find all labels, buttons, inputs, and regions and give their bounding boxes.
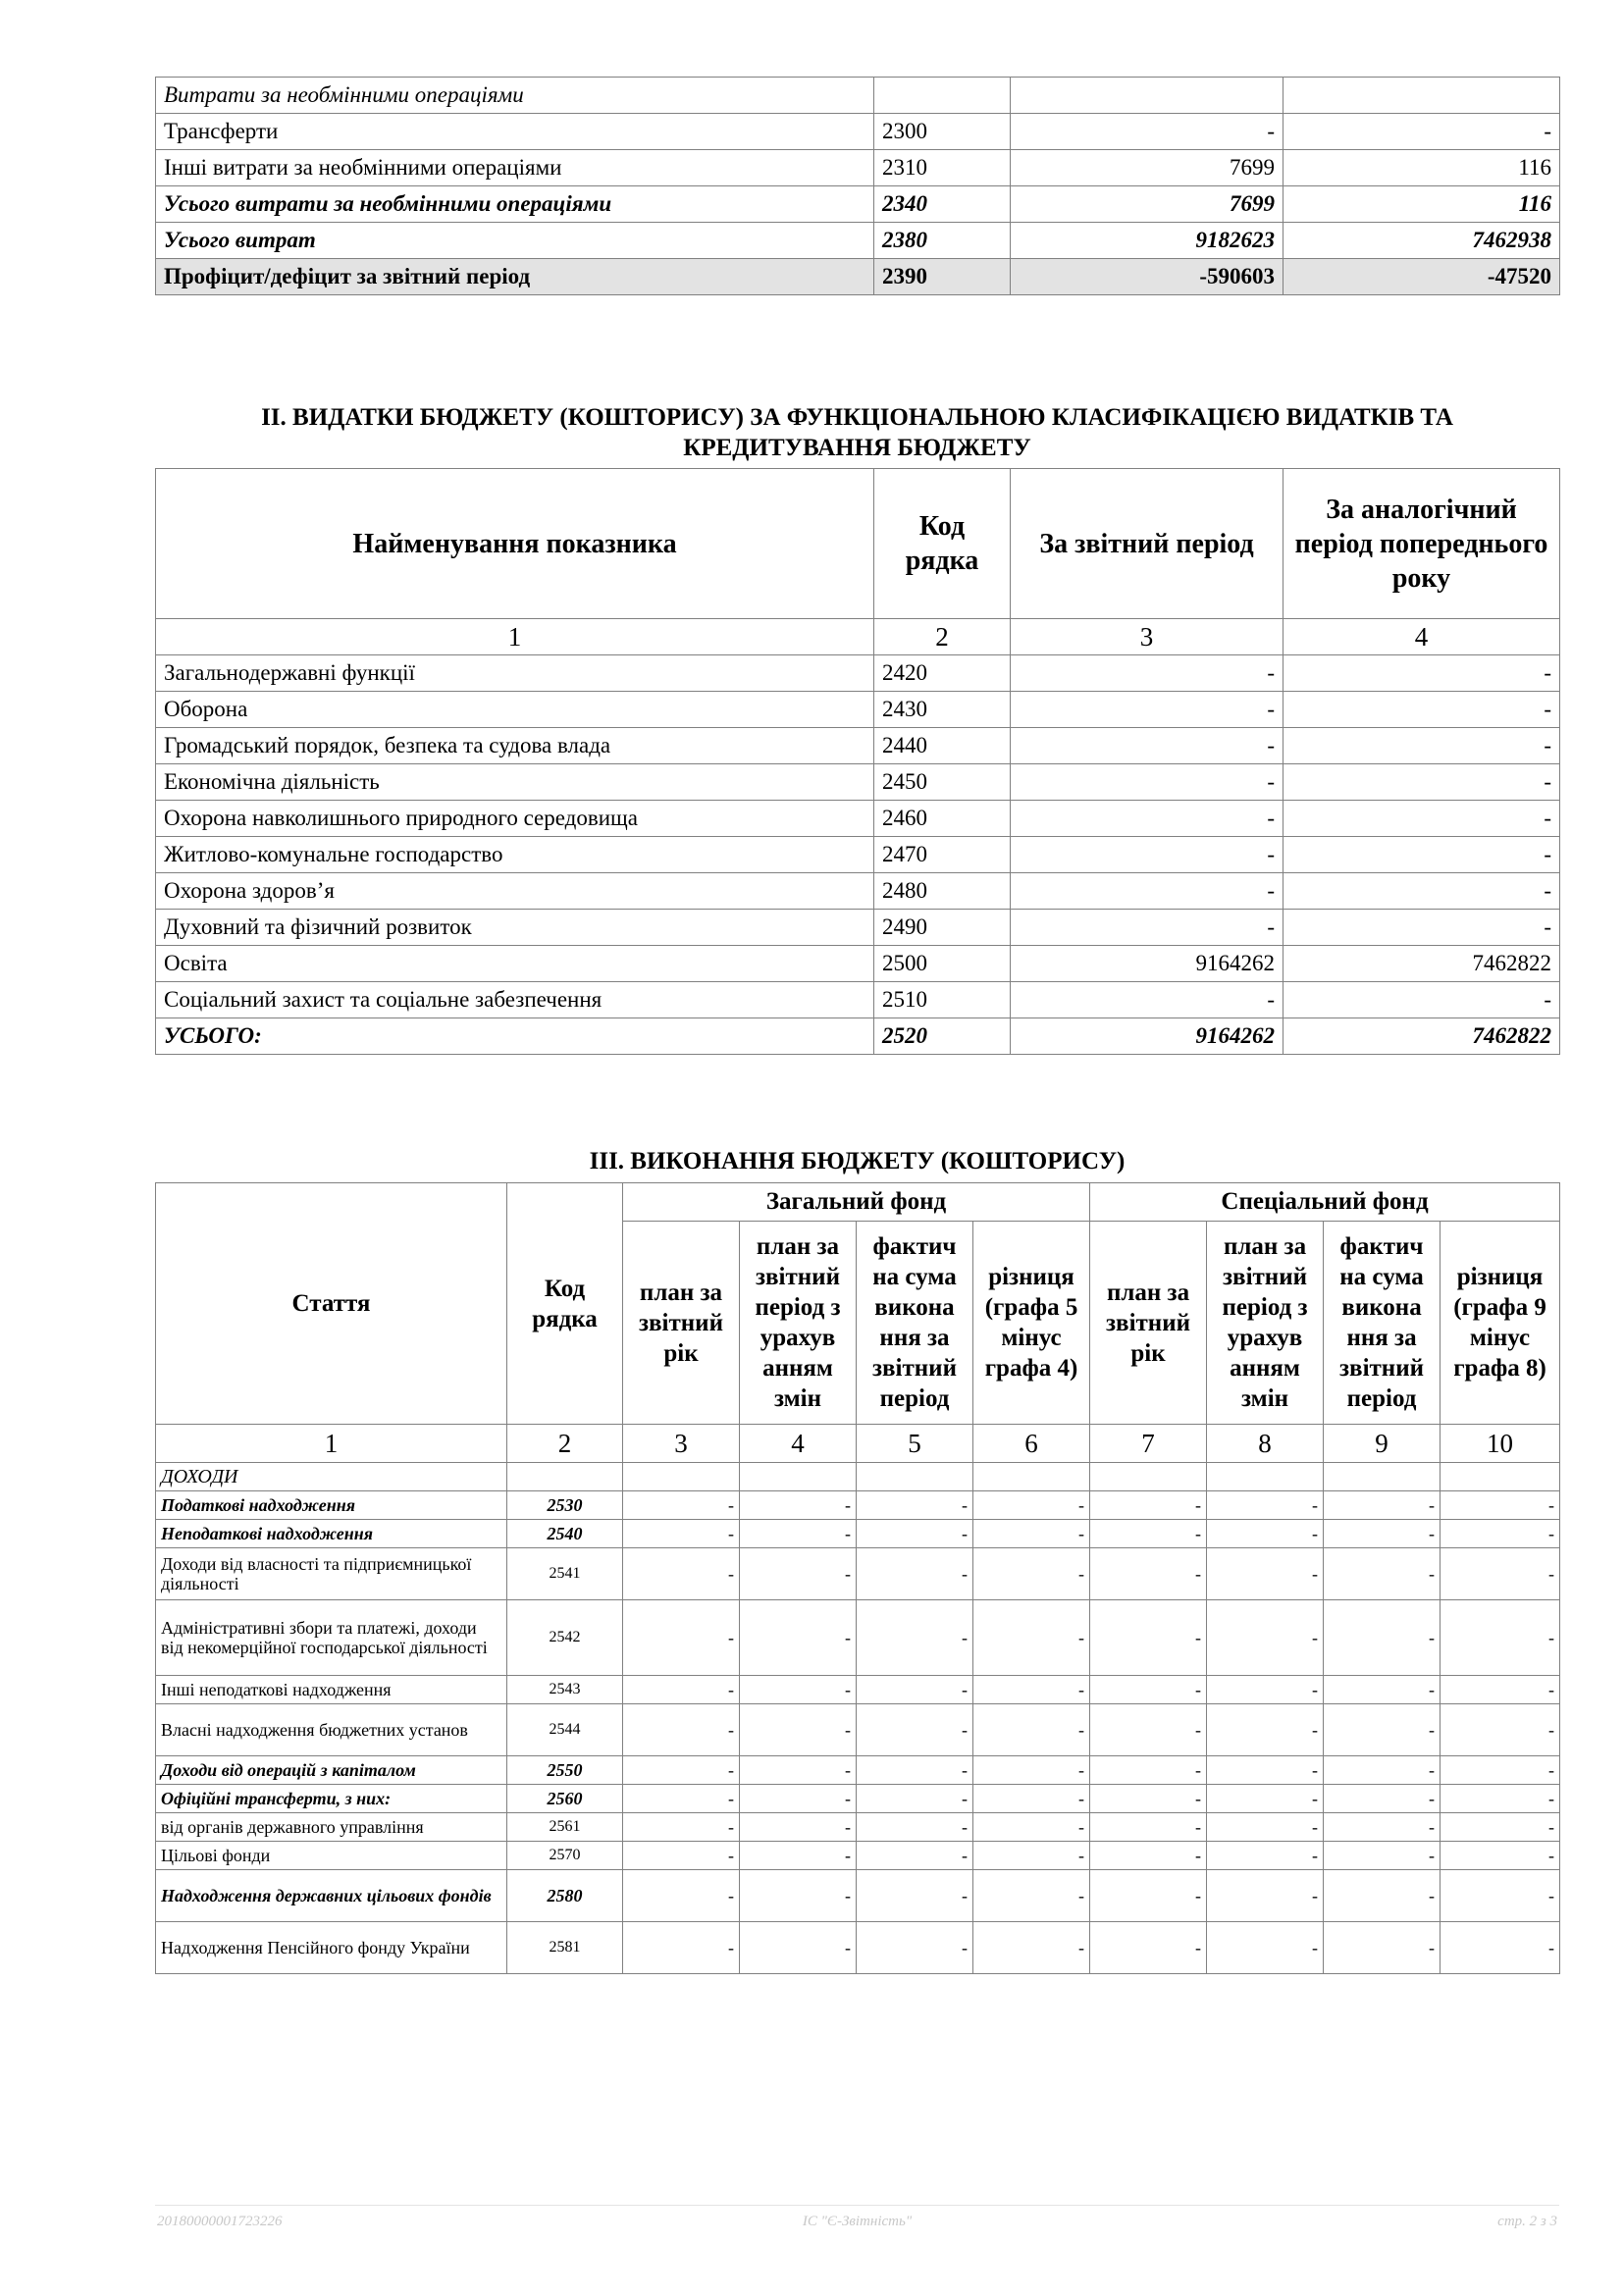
row-previous-value: - [1283, 655, 1560, 692]
row-value: - [1090, 1704, 1207, 1756]
row-previous-value: - [1283, 873, 1560, 910]
row-current-value: - [1011, 728, 1283, 764]
row-value: - [857, 1548, 973, 1600]
row-name: Податкові надходження [156, 1491, 507, 1520]
row-value: - [973, 1704, 1090, 1756]
row-value: - [973, 1756, 1090, 1785]
subheader-cell: план за звітний період з урахув анням змін [1207, 1222, 1324, 1425]
row-value: - [1207, 1922, 1324, 1974]
row-value: - [1441, 1842, 1560, 1870]
row-value: - [1207, 1491, 1324, 1520]
column-index: 3 [1011, 619, 1283, 655]
row-name: Інші неподаткові надходження [156, 1676, 507, 1704]
row-previous-value: - [1283, 837, 1560, 873]
row-current-value: - [1011, 114, 1283, 150]
row-value: - [740, 1704, 857, 1756]
row-code: 2480 [874, 873, 1011, 910]
row-value: - [1090, 1491, 1207, 1520]
subheader-cell: різниця (графа 9 мінус графа 8) [1441, 1222, 1560, 1425]
row-value: - [1207, 1548, 1324, 1600]
table-row [156, 1756, 1560, 1785]
row-code: 2490 [874, 910, 1011, 946]
table-row [156, 946, 1560, 982]
row-current-value: -590603 [1011, 259, 1283, 295]
row-value: - [1441, 1813, 1560, 1842]
row-previous-value: - [1283, 982, 1560, 1018]
table-row [156, 78, 1560, 114]
row-current-value: 9164262 [1011, 946, 1283, 982]
row-current-value: 7699 [1011, 186, 1283, 223]
row-value: - [1441, 1676, 1560, 1704]
column-index: 9 [1324, 1425, 1441, 1463]
column-index: 2 [507, 1425, 623, 1463]
page-footer [155, 2205, 1559, 2235]
subheader-cell: різниця (графа 5 мінус графа 4) [973, 1222, 1090, 1425]
row-code: 2340 [874, 186, 1011, 223]
subheader-cell: фактич на сума викона ння за звітний період [857, 1222, 973, 1425]
table-header-row [156, 469, 1560, 619]
row-previous-value: 116 [1283, 150, 1560, 186]
row-previous-value: - [1283, 728, 1560, 764]
row-value: - [1207, 1600, 1324, 1676]
row-value: - [1324, 1548, 1441, 1600]
row-value: - [857, 1870, 973, 1922]
table-row [156, 150, 1560, 186]
row-value: - [623, 1520, 740, 1548]
table-row [156, 1548, 1560, 1600]
row-value: - [740, 1870, 857, 1922]
row-code: 2570 [507, 1842, 623, 1870]
row-code: 2540 [507, 1520, 623, 1548]
column-index: 8 [1207, 1425, 1324, 1463]
row-code: 2380 [874, 223, 1011, 259]
row-value: - [740, 1842, 857, 1870]
header-general-fund: Загальний фонд [623, 1183, 1090, 1222]
row-value: - [973, 1676, 1090, 1704]
subheader-cell: фактич на сума викона ння за звітний період [1324, 1222, 1441, 1425]
row-code: 2560 [507, 1785, 623, 1813]
row-value: - [1441, 1491, 1560, 1520]
section-2-title-line2: КРЕДИТУВАННЯ БЮДЖЕТУ [683, 435, 1031, 461]
row-value: - [1324, 1922, 1441, 1974]
subheader-cell: план за звітний рік [1090, 1222, 1207, 1425]
row-code: 2430 [874, 692, 1011, 728]
row-name: Надходження Пенсійного фонду України [156, 1922, 507, 1974]
row-code: 2561 [507, 1813, 623, 1842]
row-previous-value: 7462822 [1283, 1018, 1560, 1055]
row-value: - [1090, 1842, 1207, 1870]
row-value: - [740, 1520, 857, 1548]
row-value: - [1441, 1870, 1560, 1922]
row-value: - [1090, 1676, 1207, 1704]
header-current-period: За звітний період [1011, 469, 1283, 619]
row-value: - [1207, 1704, 1324, 1756]
row-value: - [857, 1704, 973, 1756]
row-value: - [973, 1548, 1090, 1600]
table-row [156, 1870, 1560, 1922]
row-value: - [1441, 1756, 1560, 1785]
row-value: - [1324, 1491, 1441, 1520]
row-value: - [973, 1870, 1090, 1922]
row-value: - [1324, 1785, 1441, 1813]
row-value: - [623, 1870, 740, 1922]
section-2-title [155, 402, 1559, 463]
row-value: - [1441, 1548, 1560, 1600]
row-value: - [857, 1785, 973, 1813]
column-index: 5 [857, 1425, 973, 1463]
row-value: - [1441, 1922, 1560, 1974]
table-row [156, 692, 1560, 728]
row-value: - [623, 1756, 740, 1785]
column-index: 4 [1283, 619, 1560, 655]
row-value: - [857, 1676, 973, 1704]
functional-expenses-table [155, 468, 1560, 1055]
row-name: від органів державного управління [156, 1813, 507, 1842]
section-label-income: ДОХОДИ [156, 1463, 507, 1491]
row-value: - [1324, 1756, 1441, 1785]
row-value: - [857, 1491, 973, 1520]
row-code: 2520 [874, 1018, 1011, 1055]
row-value: - [1090, 1600, 1207, 1676]
table-row [156, 801, 1560, 837]
row-value: - [1090, 1785, 1207, 1813]
row-value: - [1207, 1842, 1324, 1870]
header-article: Стаття [156, 1183, 507, 1425]
row-value: - [740, 1922, 857, 1974]
row-value: - [740, 1676, 857, 1704]
row-value: - [1207, 1813, 1324, 1842]
row-previous-value: -47520 [1283, 259, 1560, 295]
row-value: - [857, 1520, 973, 1548]
row-code: 2300 [874, 114, 1011, 150]
row-code: 2470 [874, 837, 1011, 873]
table-row [156, 1600, 1560, 1676]
row-previous-value: - [1283, 910, 1560, 946]
section-label-row [156, 1463, 1560, 1491]
row-value: - [623, 1785, 740, 1813]
table-row [156, 259, 1560, 295]
row-current-value: - [1011, 801, 1283, 837]
column-index: 1 [156, 1425, 507, 1463]
row-name: Житлово-комунальне господарство [156, 837, 874, 873]
row-value: - [623, 1813, 740, 1842]
column-index: 1 [156, 619, 874, 655]
row-value: - [1090, 1756, 1207, 1785]
row-code: 2530 [507, 1491, 623, 1520]
table-row [156, 1018, 1560, 1055]
row-previous-value: - [1283, 764, 1560, 801]
table-row [156, 728, 1560, 764]
row-previous-value: 7462938 [1283, 223, 1560, 259]
row-value: - [973, 1785, 1090, 1813]
column-index: 7 [1090, 1425, 1207, 1463]
row-value: - [973, 1600, 1090, 1676]
table-row [156, 1676, 1560, 1704]
table-row [156, 910, 1560, 946]
row-name: Соціальний захист та соціальне забезпечення [156, 982, 874, 1018]
row-name: Власні надходження бюджетних установ [156, 1704, 507, 1756]
row-value: - [623, 1600, 740, 1676]
table-row [156, 1813, 1560, 1842]
header-row-code: Код рядка [874, 469, 1011, 619]
row-code: 2541 [507, 1548, 623, 1600]
row-code [874, 78, 1011, 114]
row-name: Усього витрати за необмінними операціями [156, 186, 874, 223]
footer-system: ІС "Є-Звітність" [802, 2214, 913, 2229]
row-value: - [623, 1704, 740, 1756]
row-name: Цільові фонди [156, 1842, 507, 1870]
column-index-row [156, 619, 1560, 655]
row-code: 2460 [874, 801, 1011, 837]
row-current-value: - [1011, 764, 1283, 801]
row-value: - [973, 1922, 1090, 1974]
row-name: Оборона [156, 692, 874, 728]
row-value: - [1324, 1520, 1441, 1548]
row-value: - [1441, 1785, 1560, 1813]
row-name: Охорона здоров’я [156, 873, 874, 910]
row-code: 2581 [507, 1922, 623, 1974]
row-value: - [623, 1922, 740, 1974]
row-value: - [1324, 1842, 1441, 1870]
row-value: - [1207, 1520, 1324, 1548]
row-name: Трансферти [156, 114, 874, 150]
header-previous-period: За аналогічний період попереднього року [1283, 469, 1560, 619]
row-code: 2440 [874, 728, 1011, 764]
row-previous-value: 7462822 [1283, 946, 1560, 982]
row-current-value: 9164262 [1011, 1018, 1283, 1055]
row-value: - [973, 1813, 1090, 1842]
row-value: - [1324, 1870, 1441, 1922]
row-code: 2550 [507, 1756, 623, 1785]
table-row [156, 186, 1560, 223]
row-current-value [1011, 78, 1283, 114]
table-row [156, 655, 1560, 692]
row-name: УСЬОГО: [156, 1018, 874, 1055]
header-row-code: Код рядка [507, 1183, 623, 1425]
row-value: - [1441, 1600, 1560, 1676]
section-2-title-line1: ІІ. ВИДАТКИ БЮДЖЕТУ (КОШТОРИСУ) ЗА ФУНКЦІОНАЛЬНОЮ КЛАСИФІКАЦІЄЮ ВИДАТКІВ ТА [261, 404, 1453, 431]
row-value: - [740, 1548, 857, 1600]
row-current-value: 7699 [1011, 150, 1283, 186]
row-value: - [623, 1676, 740, 1704]
column-index: 2 [874, 619, 1011, 655]
row-value: - [740, 1491, 857, 1520]
row-current-value: 9182623 [1011, 223, 1283, 259]
operations-table [155, 77, 1560, 295]
row-code: 2544 [507, 1704, 623, 1756]
row-value: - [1207, 1756, 1324, 1785]
row-name: Охорона навколишнього природного середовища [156, 801, 874, 837]
row-value: - [1090, 1520, 1207, 1548]
table-row [156, 837, 1560, 873]
column-index: 10 [1441, 1425, 1560, 1463]
row-value: - [973, 1520, 1090, 1548]
row-value: - [1207, 1785, 1324, 1813]
row-value: - [1324, 1704, 1441, 1756]
row-name: Офіційні трансферти, з них: [156, 1785, 507, 1813]
footer-page-number: стр. 2 з 3 [1497, 2214, 1557, 2229]
table-row [156, 1785, 1560, 1813]
row-value: - [1207, 1676, 1324, 1704]
column-index: 3 [623, 1425, 740, 1463]
row-value: - [740, 1813, 857, 1842]
row-name: Неподаткові надходження [156, 1520, 507, 1548]
row-name: Витрати за необмінними операціями [156, 78, 874, 114]
row-value: - [1441, 1520, 1560, 1548]
row-code: 2543 [507, 1676, 623, 1704]
row-name: Доходи від операцій з капіталом [156, 1756, 507, 1785]
row-name: Усього витрат [156, 223, 874, 259]
column-index: 6 [973, 1425, 1090, 1463]
row-code: 2450 [874, 764, 1011, 801]
table-row [156, 114, 1560, 150]
row-current-value: - [1011, 837, 1283, 873]
row-name: Загальнодержавні функції [156, 655, 874, 692]
table-row [156, 1922, 1560, 1974]
row-name: Духовний та фізичний розвиток [156, 910, 874, 946]
row-name: Адміністративні збори та платежі, доходи від некомерційної господарської діяльності [156, 1600, 507, 1676]
row-current-value: - [1011, 655, 1283, 692]
row-value: - [1441, 1704, 1560, 1756]
row-current-value: - [1011, 982, 1283, 1018]
row-previous-value [1283, 78, 1560, 114]
row-previous-value: - [1283, 692, 1560, 728]
row-value: - [623, 1842, 740, 1870]
table-row [156, 764, 1560, 801]
column-index: 4 [740, 1425, 857, 1463]
row-value: - [857, 1922, 973, 1974]
row-value: - [857, 1600, 973, 1676]
table-row [156, 223, 1560, 259]
row-code: 2310 [874, 150, 1011, 186]
row-previous-value: - [1283, 801, 1560, 837]
row-previous-value: - [1283, 114, 1560, 150]
row-value: - [740, 1756, 857, 1785]
row-code: 2500 [874, 946, 1011, 982]
row-value: - [857, 1813, 973, 1842]
row-current-value: - [1011, 910, 1283, 946]
header-special-fund: Спеціальний фонд [1090, 1183, 1560, 1222]
table-row [156, 1491, 1560, 1520]
row-previous-value: 116 [1283, 186, 1560, 223]
row-current-value: - [1011, 692, 1283, 728]
row-code: 2390 [874, 259, 1011, 295]
row-current-value: - [1011, 873, 1283, 910]
row-value: - [1324, 1676, 1441, 1704]
row-name: Інші витрати за необмінними операціями [156, 150, 874, 186]
table-row [156, 982, 1560, 1018]
row-value: - [1090, 1870, 1207, 1922]
column-index-row [156, 1425, 1560, 1463]
row-code: 2542 [507, 1600, 623, 1676]
row-value: - [740, 1600, 857, 1676]
fund-header-row [156, 1183, 1560, 1222]
footer-doc-id: 20180000001723226 [157, 2214, 283, 2229]
row-value: - [1207, 1870, 1324, 1922]
table-row [156, 1520, 1560, 1548]
row-value: - [1324, 1600, 1441, 1676]
table-row [156, 873, 1560, 910]
row-code: 2580 [507, 1870, 623, 1922]
row-code: 2510 [874, 982, 1011, 1018]
row-name: Доходи від власності та підприємницької діяльності [156, 1548, 507, 1600]
table-row [156, 1842, 1560, 1870]
row-value: - [857, 1842, 973, 1870]
row-name: Освіта [156, 946, 874, 982]
section-3-title: ІІІ. ВИКОНАННЯ БЮДЖЕТУ (КОШТОРИСУ) [589, 1148, 1126, 1174]
row-name: Профіцит/дефіцит за звітний період [156, 259, 874, 295]
budget-execution-table [155, 1182, 1560, 1974]
subheader-cell: план за звітний рік [623, 1222, 740, 1425]
row-value: - [740, 1785, 857, 1813]
row-name: Економічна діяльність [156, 764, 874, 801]
row-value: - [623, 1548, 740, 1600]
row-value: - [1090, 1548, 1207, 1600]
subheader-cell: план за звітний період з урахув анням змін [740, 1222, 857, 1425]
header-indicator-name: Найменування показника [156, 469, 874, 619]
row-value: - [623, 1491, 740, 1520]
row-name: Надходження державних цільових фондів [156, 1870, 507, 1922]
row-name: Громадський порядок, безпека та судова влада [156, 728, 874, 764]
table-row [156, 1704, 1560, 1756]
row-value: - [857, 1756, 973, 1785]
row-code: 2420 [874, 655, 1011, 692]
row-value: - [1090, 1922, 1207, 1974]
row-value: - [1324, 1813, 1441, 1842]
row-value: - [973, 1491, 1090, 1520]
row-value: - [1090, 1813, 1207, 1842]
row-value: - [973, 1842, 1090, 1870]
